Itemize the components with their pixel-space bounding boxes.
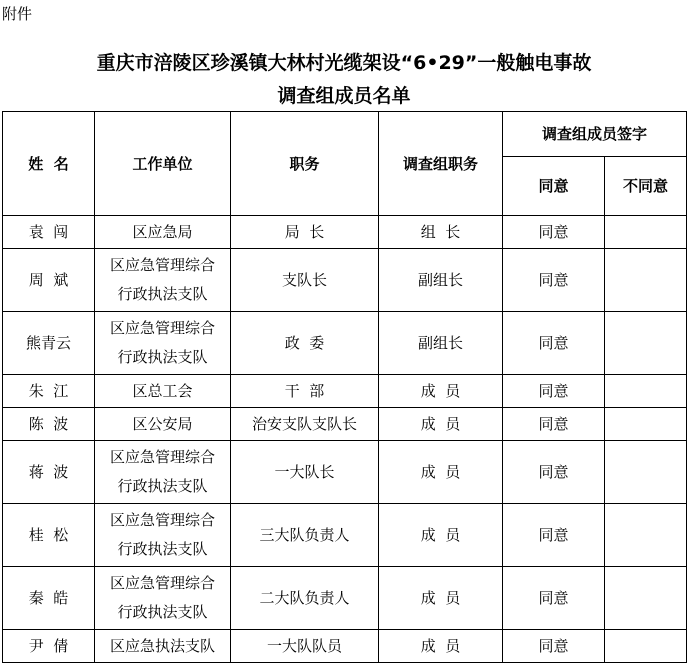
cell-unit: 区公安局 (95, 408, 231, 441)
cell-unit: 区应急管理综合行政执法支队 (95, 249, 231, 312)
cell-position: 三大队负责人 (231, 504, 379, 567)
cell-disagree (605, 567, 687, 630)
cell-role: 成 员 (379, 504, 503, 567)
cell-name: 秦 皓 (3, 567, 95, 630)
cell-name: 朱 江 (3, 375, 95, 408)
cell-disagree (605, 312, 687, 375)
document-title-line2: 调查组成员名单 (277, 85, 411, 107)
cell-agree: 同意 (503, 630, 605, 663)
cell-role: 成 员 (379, 441, 503, 504)
cell-disagree (605, 216, 687, 249)
cell-role: 组 长 (379, 216, 503, 249)
cell-agree: 同意 (503, 375, 605, 408)
cell-role: 副组长 (379, 249, 503, 312)
cell-role: 成 员 (379, 408, 503, 441)
table-row (3, 567, 687, 630)
cell-role: 成 员 (379, 630, 503, 663)
header-signature: 调查组成员签字 (503, 112, 687, 157)
cell-unit: 区应急管理综合行政执法支队 (95, 441, 231, 504)
attachment-label: 附件 (2, 5, 33, 23)
table-row (3, 216, 687, 249)
cell-name: 蒋 波 (3, 441, 95, 504)
table-row (3, 249, 687, 312)
cell-unit: 区应急局 (95, 216, 231, 249)
cell-position: 干 部 (231, 375, 379, 408)
table-row (3, 312, 687, 375)
cell-disagree (605, 375, 687, 408)
cell-position: 局 长 (231, 216, 379, 249)
cell-agree: 同意 (503, 249, 605, 312)
table-row (3, 630, 687, 663)
cell-name: 陈 波 (3, 408, 95, 441)
cell-position: 一大队队员 (231, 630, 379, 663)
cell-unit: 区应急管理综合行政执法支队 (95, 567, 231, 630)
cell-position: 一大队长 (231, 441, 379, 504)
cell-role: 副组长 (379, 312, 503, 375)
table-row (3, 441, 687, 504)
cell-agree: 同意 (503, 408, 605, 441)
cell-disagree (605, 408, 687, 441)
table-row (3, 408, 687, 441)
cell-agree: 同意 (503, 312, 605, 375)
cell-name: 周 斌 (3, 249, 95, 312)
header-position: 职务 (231, 112, 379, 216)
cell-role: 成 员 (379, 375, 503, 408)
cell-agree: 同意 (503, 216, 605, 249)
table-row (3, 504, 687, 567)
cell-name: 尹 倩 (3, 630, 95, 663)
cell-unit: 区应急执法支队 (95, 630, 231, 663)
member-table (2, 111, 687, 663)
cell-name: 袁 闯 (3, 216, 95, 249)
cell-agree: 同意 (503, 504, 605, 567)
cell-position: 支队长 (231, 249, 379, 312)
cell-disagree (605, 249, 687, 312)
header-role: 调查组职务 (379, 112, 503, 216)
cell-agree: 同意 (503, 567, 605, 630)
cell-disagree (605, 504, 687, 567)
cell-agree: 同意 (503, 441, 605, 504)
cell-position: 政 委 (231, 312, 379, 375)
document-title-line1: 重庆市涪陵区珍溪镇大林村光缆架设“6•29”一般触电事故 (96, 52, 592, 74)
table-row (3, 375, 687, 408)
cell-name: 熊青云 (3, 312, 95, 375)
header-disagree: 不同意 (605, 157, 687, 216)
header-unit: 工作单位 (95, 112, 231, 216)
cell-position: 治安支队支队长 (231, 408, 379, 441)
cell-unit: 区应急管理综合行政执法支队 (95, 504, 231, 567)
cell-unit: 区总工会 (95, 375, 231, 408)
cell-role: 成 员 (379, 567, 503, 630)
cell-unit: 区应急管理综合行政执法支队 (95, 312, 231, 375)
header-name: 姓 名 (3, 112, 95, 216)
cell-position: 二大队负责人 (231, 567, 379, 630)
header-agree: 同意 (503, 157, 605, 216)
cell-name: 桂 松 (3, 504, 95, 567)
cell-disagree (605, 441, 687, 504)
cell-disagree (605, 630, 687, 663)
